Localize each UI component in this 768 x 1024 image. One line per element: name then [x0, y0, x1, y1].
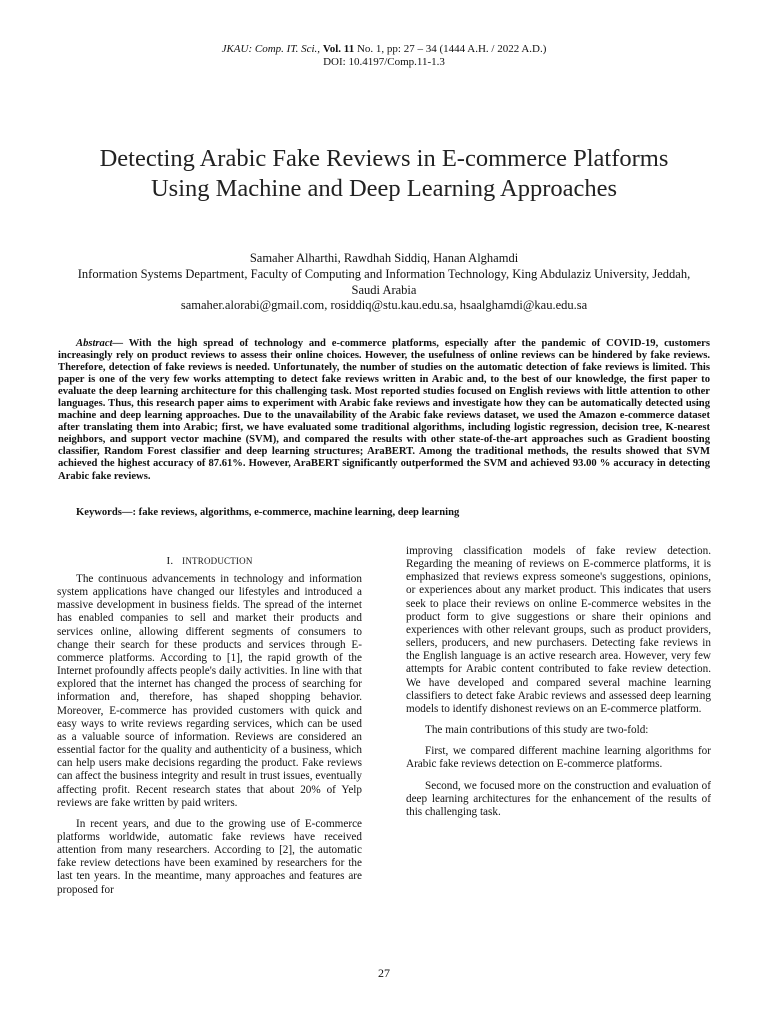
- section-title: INTRODUCTION: [182, 556, 253, 566]
- section-number: I.: [166, 555, 174, 567]
- abstract-text: With the high spread of technology and e-commerce platforms, especially after the pandemic of COVID-19, customers increasingly rely on product reviews to assess their online choices. However, the usefulness of online reviews can be hindered by fake reviews. Therefore, detection of fake reviews is needed. Unfortunately, the number of studies on the automatic detection of fake reviews is limited. This paper is one of the very few works attempting to detect fake reviews written in Arabic and, to the best of our knowledge, the first paper to evaluate the deep learning architecture for this challenging task. Most reported studies focused on English reviews with little attention to other languages. Thus, this research paper aims to experiment with Arabic fake reviews and investigate how they can be automatically detected using machine and deep learning approaches. Due to the unavailability of the Arabic fake reviews dataset, we used the Amazon e-commerce dataset after translating them into Arabic; first, we have evaluated some traditional algorithms, including logistic regression, decision tree, K-nearest neighbors, and support vector machine (SVM), and compared the results with other state-of-the-art approaches such as Gradient boosting classifier, Random Forest classifier and deep learning structures; AraBERT. Among the traditional methods, the results showed that SVM achieved the highest accuracy of 87.61%. However, AraBERT significantly outperformed the SVM and achieved 93.00 % accuracy in detecting Arabic fake reviews.: [58, 338, 710, 482]
- keywords: Keywords—: fake reviews, algorithms, e-commerce, machine learning, deep learning: [76, 507, 460, 518]
- page-number: 27: [378, 966, 390, 980]
- paragraph: First, we compared different machine learning algorithms for Arabic fake reviews detection on E-commerce platforms.: [406, 745, 711, 771]
- journal-volume: Vol. 11: [322, 43, 355, 55]
- author-emails: samaher.alorabi@gmail.com, rosiddiq@stu.kau.edu.sa, hsaalghamdi@kau.edu.sa: [180, 298, 588, 312]
- left-column: [57, 555, 362, 897]
- doi: DOI: 10.4197/Comp.11-1.3: [323, 56, 445, 68]
- paper-title: Detecting Arabic Fake Reviews in E-commerce Platforms Using Machine and Deep Learning Approaches: [99, 145, 669, 202]
- abstract: [58, 338, 710, 483]
- paragraph: In recent years, and due to the growing use of E-commerce platforms worldwide, automatic fake reviews have received attention from many researchers. According to [2], the automatic fake review detections have been examined by researchers for the last ten years. In the meantime, many approaches and features are proposed for: [57, 817, 362, 896]
- journal-issue: No. 1, pp: 27 – 34 (1444 A.H. / 2022 A.D.): [356, 43, 547, 55]
- journal-name: JKAU: Comp. IT. Sci.,: [221, 43, 321, 55]
- abstract-label: Abstract—: [76, 338, 124, 349]
- affiliation: Information Systems Department, Faculty of Computing and Information Technology, King Abdulaziz University, Jeddah, Saudi Arabia: [77, 267, 691, 297]
- journal-header: [0, 43, 768, 69]
- paragraph: The main contributions of this study are two-fold:: [425, 724, 649, 737]
- section-heading: [57, 555, 362, 568]
- paragraph: Second, we focused more on the construction and evaluation of deep learning architectures for the enhancement of the results of this challenging task.: [406, 779, 711, 818]
- journal-citation: [0, 43, 768, 56]
- authors: Samaher Alharthi, Rawdhah Siddiq, Hanan Alghamdi: [249, 251, 519, 265]
- paragraph: The continuous advancements in technology and information system applications have changed our lifestyles and introduced a massive development in business fields. The spread of the internet has enabled companies to sell and market their products and services online, allowing different segments of consumers to change their search for these products and services through E-commerce platforms. According to [1], the rapid growth of the Internet profoundly affects people's daily activities. In line with that explored that the internet has changed the process of searching for information and, therefore, has shaped shopping behavior. Moreover, E-commerce has provided customers with quick and easy ways to write reviews regarding services, which can be used as a valuable source of information. Reviews are considered an essential factor for the quality and authenticity of a business, which can help users make decisions regarding the product. Fake reviews can affect the business integrity and result in trust issues, eventually affecting profit. Recent research states that about 20% of Yelp reviews are fake written by paid writers.: [57, 573, 362, 809]
- paragraph: improving classification models of fake review detection. Regarding the meaning of reviews on E-commerce platforms, it is emphasized that reviews express someone's suggestions, opinions, or experiences about any market product. This indicates that users seek to place their reviews on online E-commerce websites in the product form to give suggestions or share their opinions and experiences with other relevant groups, such as product providers, sellers, producers, and new purchasers. Detecting fake reviews in the English language is an active research area. However, very few attempts for Arabic content contributed to fake review detection. We have developed and compared several machine learning classifiers to detect fake Arabic reviews and assessed deep learning models to identify dishonest reviews on an E-commerce platform.: [406, 545, 711, 715]
- right-column: [406, 545, 711, 819]
